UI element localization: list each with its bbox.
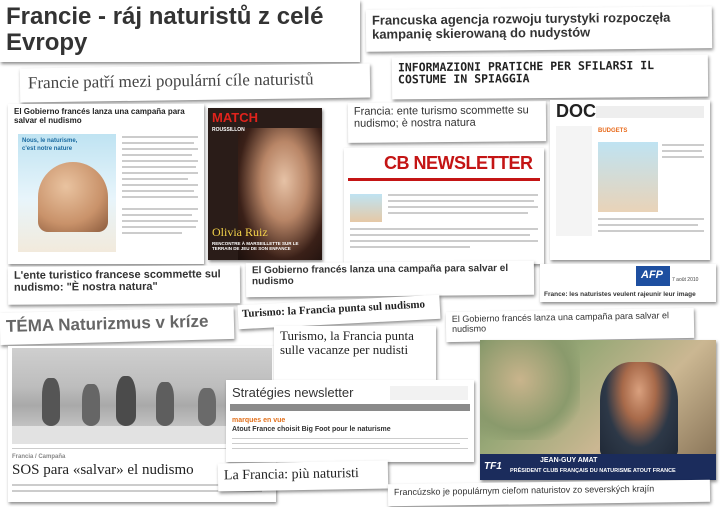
clipping-tema-naturizmus: [0, 307, 234, 345]
clipping-vacanze-nudisti: [274, 326, 436, 380]
clipping-afp: [540, 264, 716, 302]
headline: Francie - ráj naturistů z celé Evropy: [6, 3, 324, 56]
clipping-francia-ente-turismo: [348, 101, 546, 143]
tv-title: PRÉSIDENT CLUB FRANÇAIS DU NATURISME ATOUT FRANCE: [510, 468, 676, 474]
clipping-francie-raj: [0, 0, 360, 62]
campaign-line1: Nous, le naturisme,: [22, 138, 78, 144]
doc-section: BUDGETS: [598, 128, 628, 134]
clipping-gobierno-frances-article: [8, 104, 204, 264]
headline: INFORMAZIONI PRATICHE PER SFILARSI IL COSTUME IN SPIAGGIA: [397, 58, 655, 87]
clipping-tv-interview: [480, 340, 716, 480]
headline: El Gobierno francés lanza una campaña para salvar el nudismo: [14, 107, 185, 125]
headline: Turismo, la Francia punta sulle vacanze per nudisti: [280, 328, 414, 358]
article-thumbnail: [350, 194, 382, 222]
clipping-gobierno-frances-3: [446, 308, 694, 342]
clipping-strategies-newsletter: [226, 380, 474, 462]
clipping-francuzsko: [388, 480, 710, 506]
clipping-francie-patri: [20, 64, 370, 103]
headline: El Gobierno francés lanza una campaña para salvar el nudismo: [451, 310, 670, 334]
marques-en-vue: marques en vue: [232, 417, 286, 424]
afp-headline: France: les naturistes veulent rajeunir leur image: [544, 291, 696, 298]
headline: Francúzsko je populárnym cieľom naturistov zo severských krajín: [393, 483, 655, 498]
strategies-logo: Stratégies newsletter: [232, 385, 354, 400]
olivia-sub: RENCONTRE À MARSEILLETTE SUR LE TERRAIN DE JEU DE SON ENFANCE: [212, 241, 299, 251]
doc-poster: [598, 142, 658, 212]
clipping-informazioni-pratiche: [392, 55, 708, 100]
strategies-headline: Atout France choisit Big Foot pour le naturisme: [232, 426, 391, 433]
headline: La Francia: più naturisti: [223, 466, 360, 484]
headline: Turismo: la Francia punta sul nudismo: [241, 298, 426, 321]
tv-caption-bar: [480, 454, 716, 480]
tv-logo: TF1: [484, 461, 502, 472]
clipping-piu-naturisti: [218, 461, 388, 492]
caption-campana: Francia / Campaña: [12, 454, 66, 460]
headline: Francie patří mezi populární cíle naturistů: [27, 69, 314, 93]
headline: Francuska agencja rozwoju turystyki rozpoczęła kampanię skierowaną do nudystów: [371, 9, 671, 42]
couple-photo: [38, 162, 108, 232]
headline: El Gobierno francés lanza una campaña para salvar el nudismo: [251, 262, 509, 288]
headline: L'ente turistico francese scommette sul nudismo: "È nostra natura": [13, 268, 221, 294]
afp-logo-box: [636, 266, 670, 286]
headline: SOS para «salvar» el nudismo: [12, 462, 194, 478]
clipping-turismo-nudismo: [238, 295, 441, 330]
match-sub: ROUSSILLON: [212, 127, 245, 133]
clipping-paris-match-cover: [208, 108, 322, 260]
tv-name: JEAN-GUY AMAT: [540, 457, 598, 464]
doc-logo: DOC: [556, 101, 596, 121]
campaign-poster: [18, 134, 116, 252]
headline: Francia: ente turismo scommette su nudismo; è nostra natura: [353, 104, 529, 130]
afp-logo: AFP: [641, 269, 663, 281]
clipping-cb-newsletter: [344, 148, 544, 264]
match-logo: MATCH: [212, 110, 258, 125]
clipping-gobierno-frances-2: [246, 261, 534, 298]
headline: TÉMA Naturizmus v kríze: [5, 311, 209, 336]
interviewee: [600, 362, 678, 458]
afp-date: 7 août 2010: [672, 277, 699, 283]
olivia-name: Olivia Ruiz: [212, 225, 268, 239]
clipping-doc-magazine: [550, 100, 710, 260]
campaign-line2: c'est notre nature: [22, 146, 73, 152]
clipping-ente-turistico: [8, 265, 240, 305]
clipping-francuska-agencja: [366, 6, 712, 52]
cb-logo: CB NEWSLETTER: [384, 153, 533, 173]
